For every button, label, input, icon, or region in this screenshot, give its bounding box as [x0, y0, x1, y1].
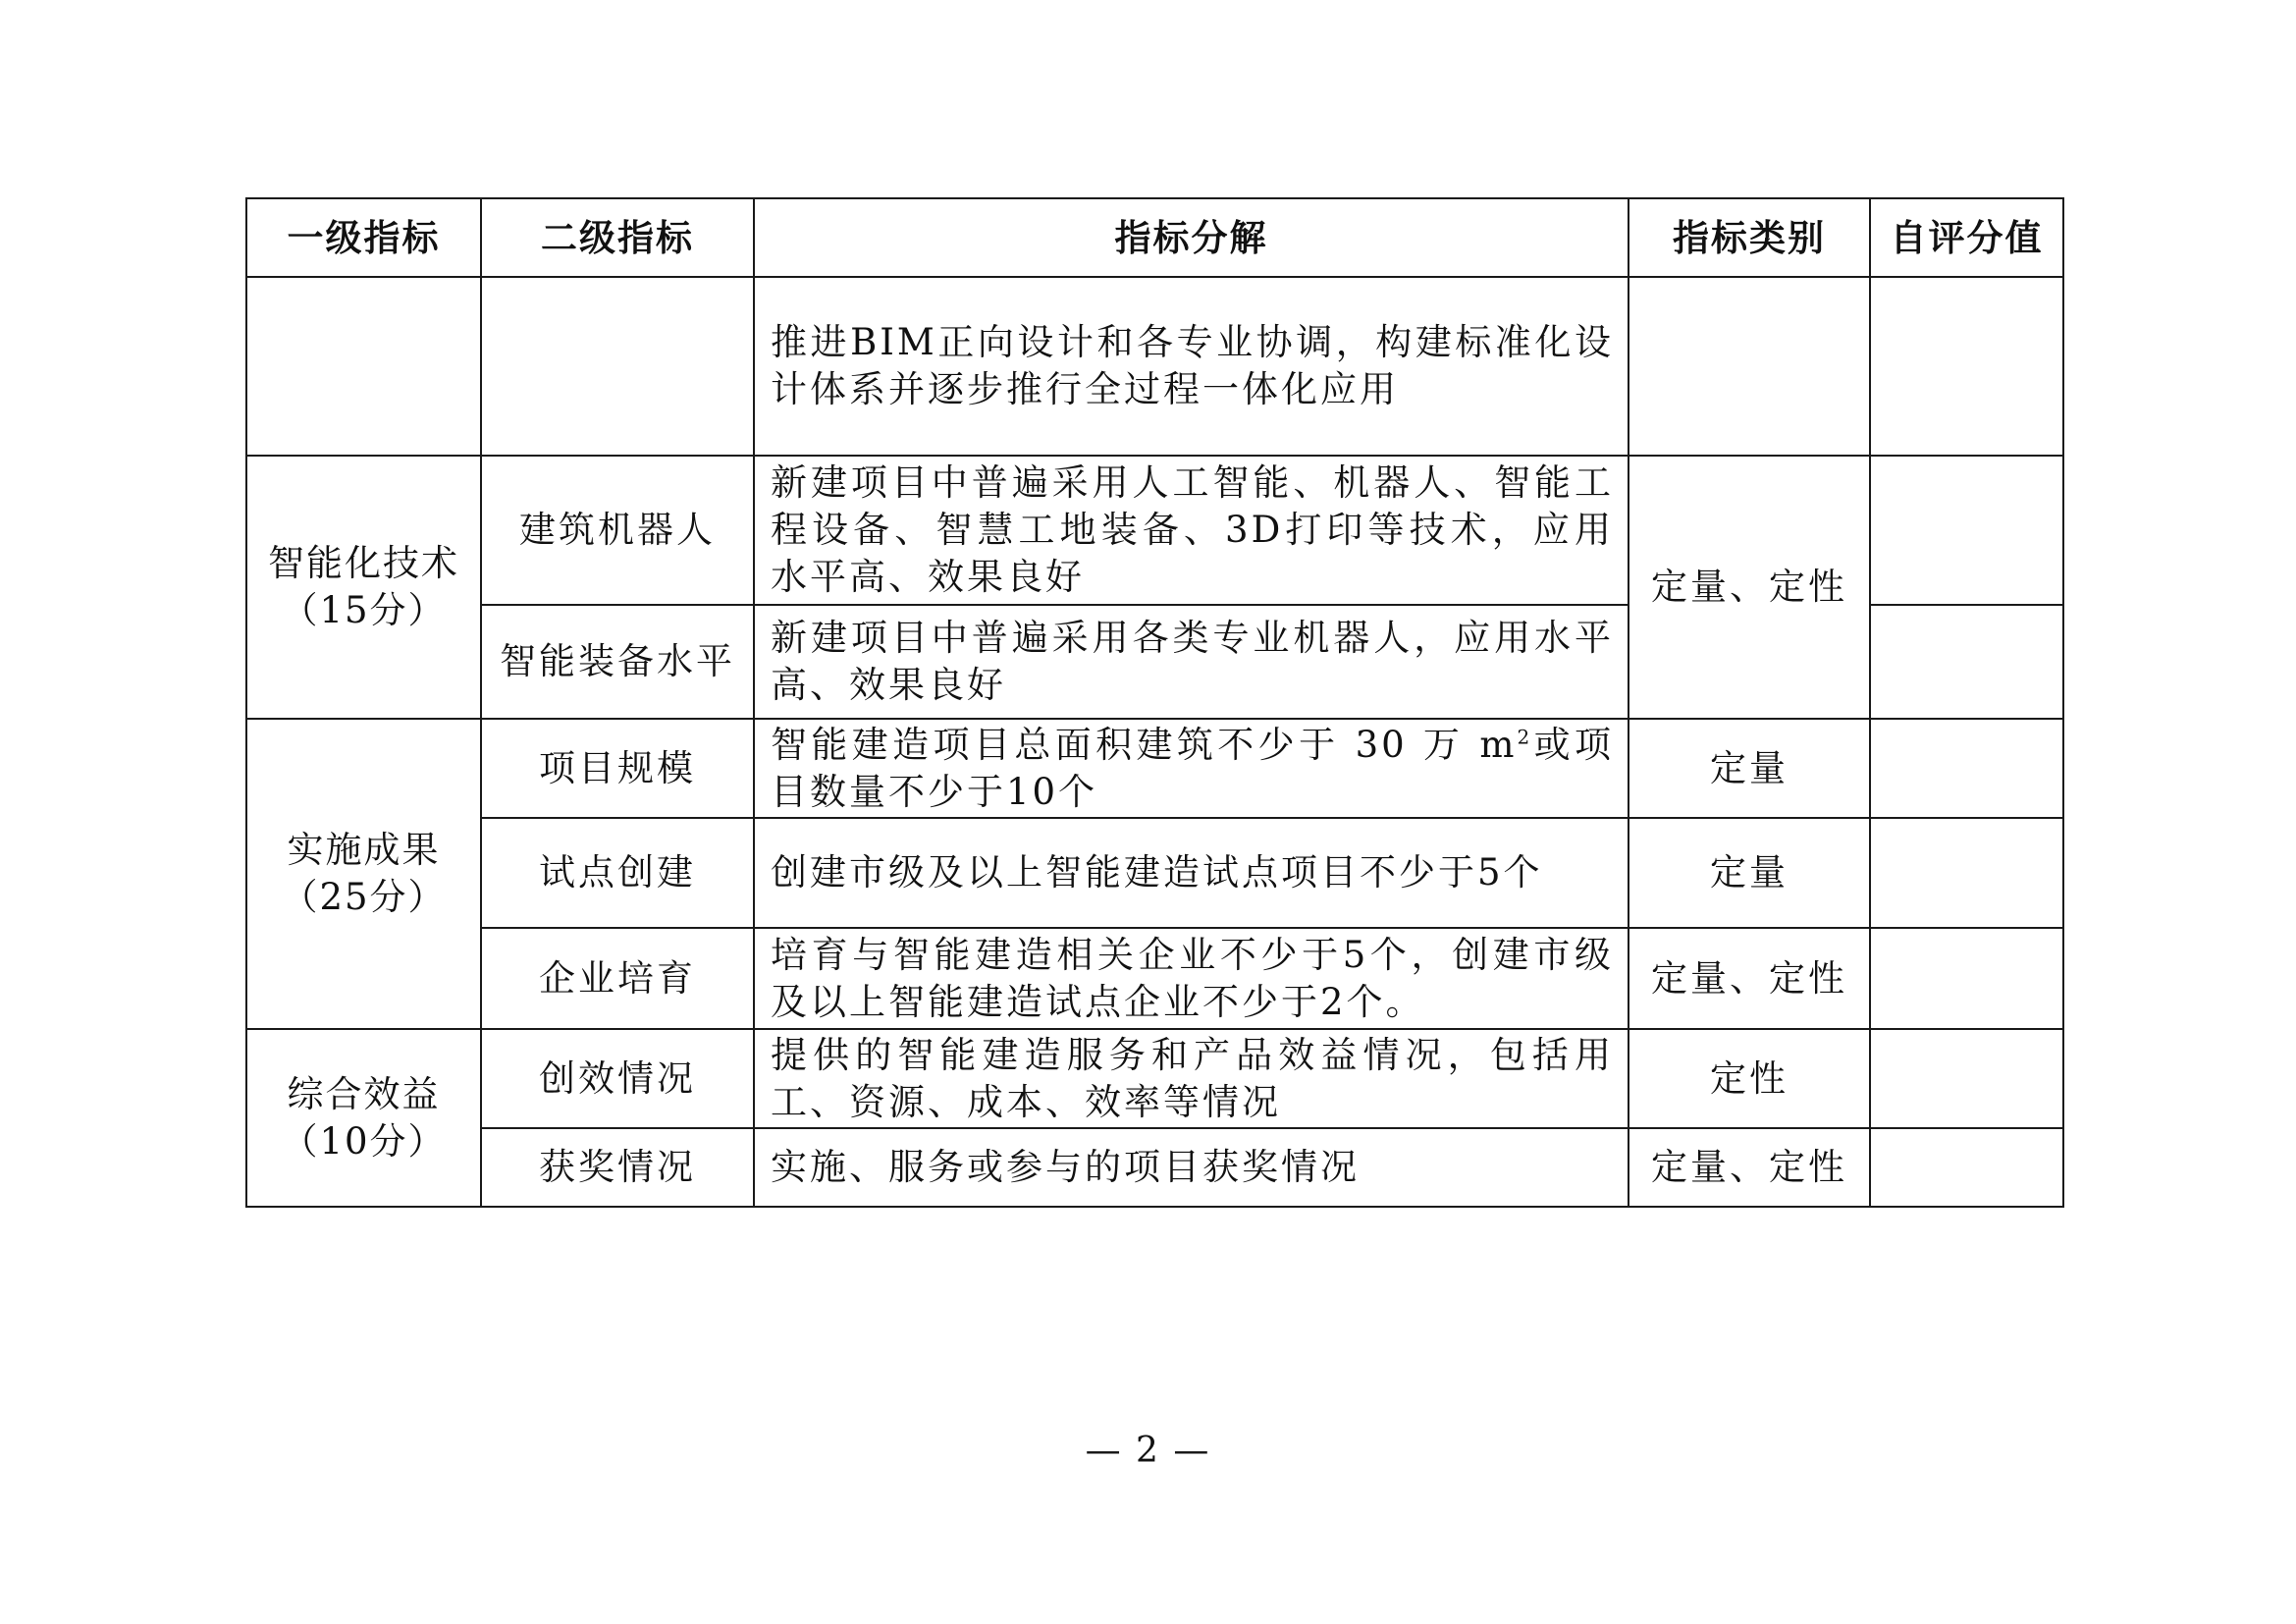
- detail-cell: 提供的智能建造服务和产品效益情况，包括用工、资源、成本、效率等情况: [754, 1029, 1629, 1128]
- table-row: [246, 456, 2063, 605]
- score-cell: [1870, 719, 2063, 818]
- detail-cell: [754, 719, 1629, 818]
- score-cell: [1870, 605, 2063, 719]
- header-row: [246, 198, 2063, 277]
- primary-score: （10分）: [281, 1119, 447, 1163]
- header-indicator-breakdown: 指标分解: [754, 198, 1629, 277]
- secondary-cell: 智能装备水平: [481, 605, 754, 719]
- primary-cell: [246, 277, 481, 456]
- table-row: [246, 719, 2063, 818]
- score-cell: [1870, 818, 2063, 928]
- secondary-cell: 获奖情况: [481, 1128, 754, 1207]
- category-cell: 定量、定性: [1629, 928, 1870, 1029]
- page-number: — 2 —: [1085, 1431, 1211, 1471]
- header-primary-indicator: 一级指标: [246, 198, 481, 277]
- evaluation-table: [245, 197, 2064, 1208]
- category-cell: 定量: [1629, 818, 1870, 928]
- secondary-cell: 项目规模: [481, 719, 754, 818]
- score-cell: [1870, 928, 2063, 1029]
- category-cell: 定性: [1629, 1029, 1870, 1128]
- table-row: [246, 1029, 2063, 1128]
- detail-cell: 创建市级及以上智能建造试点项目不少于5个: [754, 818, 1629, 928]
- primary-label: 综合效益: [287, 1072, 441, 1115]
- category-cell: 定量: [1629, 719, 1870, 818]
- secondary-cell: 试点创建: [481, 818, 754, 928]
- header-self-score: 自评分值: [1870, 198, 2063, 277]
- primary-label: 实施成果: [287, 829, 441, 871]
- primary-cell-benefits: [246, 1029, 481, 1207]
- secondary-cell: 创效情况: [481, 1029, 754, 1128]
- primary-cell-smart-tech: [246, 456, 481, 719]
- table-row: [246, 818, 2063, 928]
- superscript: 2: [1517, 725, 1533, 749]
- detail-cell: 新建项目中普遍采用各类专业机器人，应用水平高、效果良好: [754, 605, 1629, 719]
- score-cell: [1870, 1029, 2063, 1128]
- header-indicator-category: 指标类别: [1629, 198, 1870, 277]
- header-secondary-indicator: 二级指标: [481, 198, 754, 277]
- score-cell: [1870, 1128, 2063, 1207]
- secondary-cell: [481, 277, 754, 456]
- table-row: [246, 928, 2063, 1029]
- score-cell: [1870, 456, 2063, 605]
- score-cell: [1870, 277, 2063, 456]
- primary-cell-results: [246, 719, 481, 1029]
- detail-cell: 推进BIM正向设计和各专业协调，构建标准化设计体系并逐步推行全过程一体化应用: [754, 277, 1629, 456]
- category-cell: 定量、定性: [1629, 456, 1870, 719]
- detail-text: 智能建造项目总面积建筑不少于 30 万 m: [771, 723, 1518, 766]
- detail-cell: 新建项目中普遍采用人工智能、机器人、智能工程设备、智慧工地装备、3D打印等技术，应用水平高、效果良好: [754, 456, 1629, 605]
- primary-score: （25分）: [281, 876, 447, 918]
- category-cell: 定量、定性: [1629, 1128, 1870, 1207]
- detail-cell: 培育与智能建造相关企业不少于5个，创建市级及以上智能建造试点企业不少于2个。: [754, 928, 1629, 1029]
- detail-cell: 实施、服务或参与的项目获奖情况: [754, 1128, 1629, 1207]
- primary-label: 智能化技术: [268, 542, 459, 584]
- secondary-cell: 企业培育: [481, 928, 754, 1029]
- secondary-cell: 建筑机器人: [481, 456, 754, 605]
- category-cell: [1629, 277, 1870, 456]
- primary-score: （15分）: [281, 589, 447, 631]
- table-row: [246, 277, 2063, 456]
- detail-text: 或项目数量不少于10个: [771, 723, 1614, 813]
- table-row: [246, 1128, 2063, 1207]
